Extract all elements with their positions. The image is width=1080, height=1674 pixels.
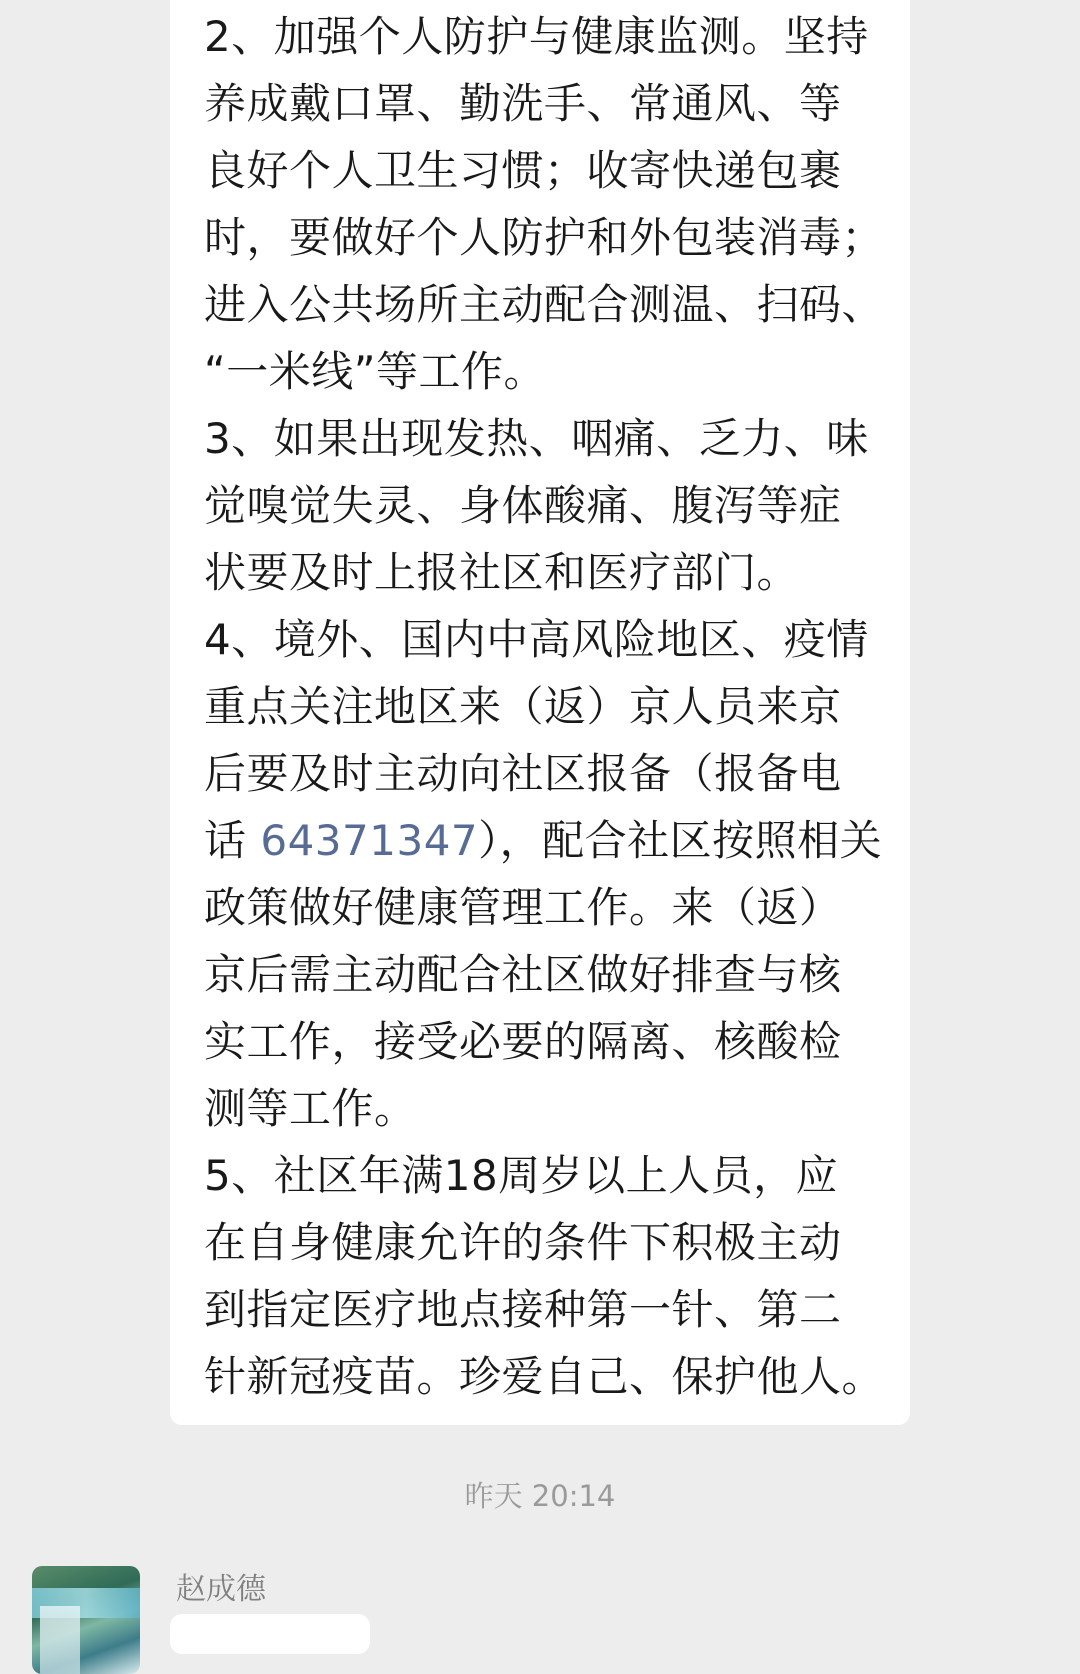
message-line: 政策做好健康管理工作。来（返） [204, 883, 842, 932]
message-line: 进入公共场所主动配合测温、扫码、 [204, 280, 885, 329]
message-bubble[interactable] [170, 0, 910, 1425]
message-line: 到指定医疗地点接种第一针、第二 [204, 1285, 842, 1334]
message-line: 重点关注地区来（返）京人员来京 [204, 682, 842, 731]
message-line-phone [204, 807, 904, 874]
phone-number-link[interactable]: 64371347 [260, 816, 479, 865]
message-line: 后要及时主动向社区报备（报备电 [204, 749, 842, 798]
message-line: 实工作，接受必要的隔离、核酸检 [204, 1017, 842, 1066]
message-line: 觉嗅觉失灵、身体酸痛、腹泻等症 [204, 481, 842, 530]
message-timestamp: 昨天 20:14 [464, 1479, 616, 1513]
message-text [204, 3, 904, 1410]
sender-name: 赵成德 [176, 1572, 266, 1607]
message-line: 时，要做好个人防护和外包装消毒； [204, 213, 885, 262]
phone-suffix: ），配合社区按照相关 [478, 816, 883, 865]
message-line: 养成戴口罩、勤洗手、常通风、等 [204, 79, 842, 128]
message-line: 3、如果出现发热、咽痛、乏力、味 [204, 414, 869, 463]
sender-avatar[interactable] [32, 1566, 140, 1674]
message-line: 4、境外、国内中高风险地区、疫情 [204, 615, 869, 664]
message-line: 5、社区年满18周岁以上人员，应 [204, 1151, 839, 1200]
message-line: 京后需主动配合社区做好排查与核 [204, 950, 842, 999]
message-line: “一米线”等工作。 [204, 347, 547, 396]
next-message-bubble[interactable] [170, 1614, 370, 1654]
message-line: 2、加强个人防护与健康监测。坚持 [204, 12, 869, 61]
message-line: 良好个人卫生习惯；收寄快递包裹 [204, 146, 842, 195]
waterfall-shape [40, 1606, 80, 1674]
message-line: 测等工作。 [204, 1084, 417, 1133]
message-line: 针新冠疫苗。珍爱自己、保护他人。 [204, 1352, 885, 1401]
message-line: 在自身健康允许的条件下积极主动 [204, 1218, 842, 1267]
message-line: 状要及时上报社区和医疗部门。 [204, 548, 800, 597]
phone-prefix: 话 [204, 816, 261, 865]
